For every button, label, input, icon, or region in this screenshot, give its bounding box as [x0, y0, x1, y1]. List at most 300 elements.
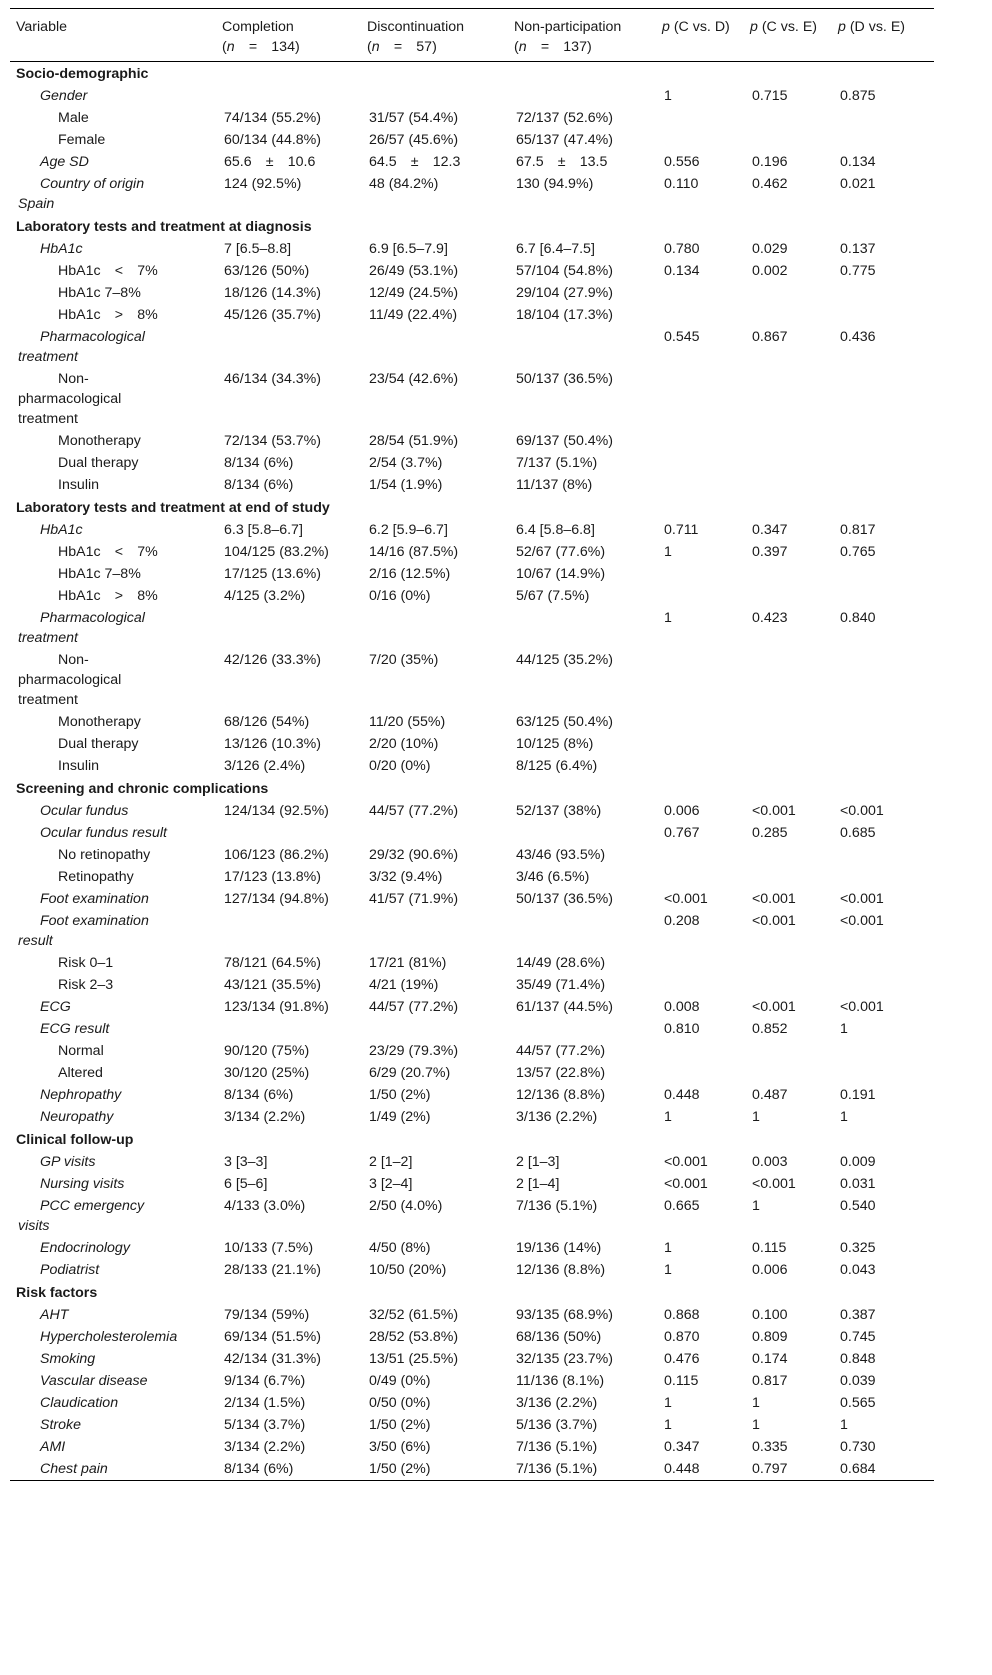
nonparticipation-cell: 52/67 (77.6%)	[516, 544, 606, 560]
p-c-vs-d-cell	[656, 952, 744, 974]
completion-cell: 3 [3–3]	[224, 1154, 268, 1170]
nonparticipation-cell: 11/136 (8.1%)	[516, 1373, 605, 1389]
completion-cell: 2/134 (1.5%)	[224, 1395, 306, 1411]
table-row	[10, 974, 934, 996]
section-title: Clinical follow-up	[16, 1132, 134, 1148]
p-c-vs-d-cell: 0.448	[664, 1087, 700, 1103]
variable-label-line: Monotherapy	[58, 714, 141, 730]
section-title: Laboratory tests and treatment at end of study	[16, 500, 330, 516]
p-c-vs-d-cell	[656, 474, 744, 496]
p-c-vs-d-cell: 0.767	[664, 825, 700, 841]
completion-cell: 6 [5–6]	[224, 1176, 268, 1192]
variable-label	[10, 474, 216, 496]
completion-cell: 42/134 (31.3%)	[224, 1351, 322, 1367]
completion-cell: 43/121 (35.5%)	[224, 977, 322, 993]
p-c-vs-e-cell: 0.487	[752, 1087, 788, 1103]
nonparticipation-cell: 5/67 (7.5%)	[516, 588, 590, 604]
p-d-vs-e-cell	[832, 711, 934, 733]
table-row	[10, 800, 934, 822]
p-d-vs-e-cell	[832, 452, 934, 474]
table-header	[10, 9, 934, 62]
nonparticipation-cell: 7/137 (5.1%)	[516, 455, 598, 471]
p-d-vs-e-cell	[832, 1062, 934, 1084]
discontinuation-cell: 12/49 (24.5%)	[369, 285, 459, 301]
p-d-vs-e-cell	[832, 755, 934, 777]
variable-label-line: GP visits	[40, 1154, 96, 1170]
variable-label	[10, 1436, 216, 1458]
variable-label-line: Country of origin	[40, 176, 145, 192]
variable-label-line: Retinopathy	[58, 869, 134, 885]
p-c-vs-e-cell	[744, 755, 832, 777]
table-row	[10, 260, 934, 282]
completion-cell: 5/134 (3.7%)	[224, 1417, 306, 1433]
section-header-row	[10, 62, 934, 86]
p-d-vs-e-cell	[832, 304, 934, 326]
completion-cell	[216, 326, 361, 368]
completion-cell: 63/126 (50%)	[224, 263, 310, 279]
variable-label-line: Pharmacological	[40, 610, 145, 626]
variable-label-line: HbA1c < 7%	[58, 263, 158, 279]
completion-cell	[216, 1018, 361, 1040]
discontinuation-cell: 7/20 (35%)	[369, 652, 439, 668]
variable-label	[10, 649, 216, 711]
p-c-vs-d-cell	[656, 107, 744, 129]
variable-label-line: treatment	[18, 630, 78, 646]
variable-label	[10, 585, 216, 607]
table-row	[10, 1304, 934, 1326]
p-c-vs-e-cell	[744, 866, 832, 888]
p-d-vs-e-cell	[832, 649, 934, 711]
variable-label	[10, 866, 216, 888]
p-c-vs-e-cell	[744, 1062, 832, 1084]
discontinuation-cell: 26/57 (45.6%)	[369, 132, 459, 148]
variable-label-line: Ocular fundus	[40, 803, 129, 819]
completion-cell: 3/126 (2.4%)	[224, 758, 306, 774]
table-row	[10, 1195, 934, 1237]
discontinuation-cell: 2/54 (3.7%)	[369, 455, 443, 471]
p-c-vs-d-cell: 0.665	[664, 1198, 700, 1214]
p-c-vs-d-cell	[656, 304, 744, 326]
completion-cell: 46/134 (34.3%)	[224, 371, 322, 387]
p-c-vs-d-cell: 1	[664, 1109, 672, 1125]
variable-label-line: Dual therapy	[58, 455, 139, 471]
discontinuation-cell	[361, 822, 508, 844]
nonparticipation-cell: 14/49 (28.6%)	[516, 955, 606, 971]
variable-label	[10, 1392, 216, 1414]
completion-cell: 9/134 (6.7%)	[224, 1373, 306, 1389]
nonparticipation-cell: 3/136 (2.2%)	[516, 1109, 598, 1125]
header-p-c-vs-d: p (C vs. D)	[662, 19, 730, 35]
p-c-vs-d-cell: 0.868	[664, 1307, 700, 1323]
variable-label	[10, 85, 216, 107]
discontinuation-cell: 17/21 (81%)	[369, 955, 447, 971]
table-row	[10, 1084, 934, 1106]
variable-label-line: Chest pain	[40, 1461, 108, 1477]
table-row	[10, 844, 934, 866]
completion-cell: 69/134 (51.5%)	[224, 1329, 322, 1345]
variable-label	[10, 238, 216, 260]
p-d-vs-e-cell	[832, 430, 934, 452]
variable-label-line: treatment	[18, 692, 78, 708]
p-c-vs-e-cell: 0.797	[752, 1461, 788, 1477]
variable-label	[10, 952, 216, 974]
nonparticipation-cell: 50/137 (36.5%)	[516, 891, 614, 907]
p-c-vs-e-cell: 0.196	[752, 154, 788, 170]
completion-cell: 18/126 (14.3%)	[224, 285, 322, 301]
p-d-vs-e-cell: 0.021	[840, 176, 876, 192]
p-c-vs-e-cell: 0.817	[752, 1373, 788, 1389]
table-row	[10, 711, 934, 733]
variable-label-line: HbA1c	[40, 241, 83, 257]
p-d-vs-e-cell: 0.775	[840, 263, 876, 279]
p-d-vs-e-cell	[832, 107, 934, 129]
discontinuation-cell: 31/57 (54.4%)	[369, 110, 459, 126]
nonparticipation-cell: 52/137 (38%)	[516, 803, 602, 819]
nonparticipation-cell: 10/125 (8%)	[516, 736, 594, 752]
p-d-vs-e-cell	[832, 282, 934, 304]
p-c-vs-e-cell	[744, 304, 832, 326]
p-c-vs-e-cell: 0.003	[752, 1154, 788, 1170]
p-c-vs-d-cell: 1	[664, 610, 672, 626]
section-header-row	[10, 1128, 934, 1151]
variable-label	[10, 304, 216, 326]
variable-label-line: treatment	[18, 349, 78, 365]
p-c-vs-e-cell	[744, 711, 832, 733]
nonparticipation-cell	[508, 910, 656, 952]
nonparticipation-cell: 2 [1–3]	[516, 1154, 560, 1170]
p-c-vs-e-cell	[744, 585, 832, 607]
p-c-vs-d-cell: 0.008	[664, 999, 700, 1015]
nonparticipation-cell	[508, 607, 656, 649]
nonparticipation-cell: 72/137 (52.6%)	[516, 110, 614, 126]
variable-label-line: Spain	[18, 196, 55, 212]
nonparticipation-cell: 6.4 [5.8–6.8]	[516, 522, 595, 538]
completion-cell: 74/134 (55.2%)	[224, 110, 322, 126]
p-c-vs-e-cell	[744, 733, 832, 755]
discontinuation-cell: 23/54 (42.6%)	[369, 371, 459, 387]
nonparticipation-cell: 44/125 (35.2%)	[516, 652, 614, 668]
section-header-row	[10, 1281, 934, 1304]
variable-label	[10, 1151, 216, 1173]
p-c-vs-d-cell: <0.001	[664, 1154, 708, 1170]
variable-label	[10, 996, 216, 1018]
p-c-vs-e-cell: 0.002	[752, 263, 788, 279]
variable-label-line: Smoking	[40, 1351, 96, 1367]
p-d-vs-e-cell: 0.875	[840, 88, 876, 104]
p-d-vs-e-cell: 1	[840, 1109, 848, 1125]
p-c-vs-e-cell: 0.852	[752, 1021, 788, 1037]
discontinuation-cell: 11/49 (22.4%)	[369, 307, 458, 323]
p-d-vs-e-cell	[832, 563, 934, 585]
p-c-vs-e-cell: 0.809	[752, 1329, 788, 1345]
variable-label-line: Claudication	[40, 1395, 119, 1411]
table-row	[10, 1173, 934, 1195]
section-header-row	[10, 777, 934, 800]
variable-label	[10, 563, 216, 585]
header-p-c-vs-e: p (C vs. E)	[750, 19, 818, 35]
variable-label	[10, 173, 216, 215]
variable-label	[10, 800, 216, 822]
table-row	[10, 996, 934, 1018]
nonparticipation-cell: 50/137 (36.5%)	[516, 371, 614, 387]
variable-label-line: HbA1c > 8%	[58, 307, 158, 323]
variable-label-line: Foot examination	[40, 913, 149, 929]
table-row	[10, 1370, 934, 1392]
p-c-vs-d-cell: 0.006	[664, 803, 700, 819]
variable-label	[10, 326, 216, 368]
header-completion: Completion (n = 134)	[222, 19, 300, 55]
discontinuation-cell: 11/20 (55%)	[369, 714, 446, 730]
nonparticipation-cell: 57/104 (54.8%)	[516, 263, 614, 279]
variable-label	[10, 541, 216, 563]
p-d-vs-e-cell: <0.001	[840, 999, 884, 1015]
variable-label-line: Risk 0–1	[58, 955, 114, 971]
discontinuation-cell: 1/50 (2%)	[369, 1417, 431, 1433]
variable-label	[10, 910, 216, 952]
p-c-vs-e-cell: <0.001	[752, 803, 796, 819]
p-c-vs-e-cell	[744, 474, 832, 496]
table-row	[10, 430, 934, 452]
completion-cell: 127/134 (94.8%)	[224, 891, 329, 907]
variable-label-line: AMI	[40, 1439, 66, 1455]
table-row	[10, 282, 934, 304]
nonparticipation-cell: 10/67 (14.9%)	[516, 566, 606, 582]
nonparticipation-cell: 12/136 (8.8%)	[516, 1262, 606, 1278]
p-d-vs-e-cell	[832, 733, 934, 755]
p-c-vs-e-cell: 0.100	[752, 1307, 788, 1323]
discontinuation-cell: 0/20 (0%)	[369, 758, 431, 774]
p-c-vs-e-cell: 1	[752, 1198, 760, 1214]
completion-cell: 7 [6.5–8.8]	[224, 241, 292, 257]
table-row	[10, 1151, 934, 1173]
completion-cell: 10/133 (7.5%)	[224, 1240, 314, 1256]
nonparticipation-cell: 32/135 (23.7%)	[516, 1351, 614, 1367]
variable-label	[10, 129, 216, 151]
p-c-vs-e-cell: 0.285	[752, 825, 788, 841]
variable-label	[10, 755, 216, 777]
table-row	[10, 129, 934, 151]
p-d-vs-e-cell: 1	[840, 1417, 848, 1433]
discontinuation-cell: 6.2 [5.9–6.7]	[369, 522, 448, 538]
variable-label	[10, 282, 216, 304]
p-d-vs-e-cell	[832, 866, 934, 888]
discontinuation-cell	[361, 910, 508, 952]
nonparticipation-cell: 44/57 (77.2%)	[516, 1043, 606, 1059]
p-c-vs-d-cell: 0.208	[664, 913, 700, 929]
table-row	[10, 888, 934, 910]
discontinuation-cell: 1/49 (2%)	[369, 1109, 431, 1125]
p-d-vs-e-cell: 0.436	[840, 329, 876, 345]
nonparticipation-cell: 19/136 (14%)	[516, 1240, 602, 1256]
table-row	[10, 1348, 934, 1370]
table-row	[10, 541, 934, 563]
table-body	[10, 62, 934, 1481]
completion-cell: 4/125 (3.2%)	[224, 588, 306, 604]
p-d-vs-e-cell	[832, 129, 934, 151]
nonparticipation-cell	[508, 822, 656, 844]
completion-cell: 60/134 (44.8%)	[224, 132, 322, 148]
variable-label-line: Neuropathy	[40, 1109, 114, 1125]
table-row	[10, 107, 934, 129]
p-d-vs-e-cell: 0.840	[840, 610, 876, 626]
p-c-vs-d-cell	[656, 649, 744, 711]
p-c-vs-d-cell	[656, 368, 744, 430]
section-title: Socio-demographic	[16, 66, 149, 82]
p-c-vs-e-cell: <0.001	[752, 913, 796, 929]
p-c-vs-d-cell	[656, 430, 744, 452]
discontinuation-cell: 26/49 (53.1%)	[369, 263, 459, 279]
nonparticipation-cell: 69/137 (50.4%)	[516, 433, 614, 449]
p-c-vs-e-cell: 0.397	[752, 544, 788, 560]
p-c-vs-e-cell: 0.006	[752, 1262, 788, 1278]
variable-label	[10, 1370, 216, 1392]
discontinuation-cell: 2 [1–2]	[369, 1154, 413, 1170]
table-row	[10, 1414, 934, 1436]
table-row	[10, 368, 934, 430]
p-d-vs-e-cell	[832, 1040, 934, 1062]
p-d-vs-e-cell: 0.191	[840, 1087, 876, 1103]
p-c-vs-e-cell: 1	[752, 1417, 760, 1433]
nonparticipation-cell: 7/136 (5.1%)	[516, 1198, 598, 1214]
nonparticipation-cell: 7/136 (5.1%)	[516, 1461, 598, 1477]
discontinuation-cell: 10/50 (20%)	[369, 1262, 447, 1278]
p-c-vs-e-cell	[744, 452, 832, 474]
nonparticipation-cell: 67.5 ± 13.5	[516, 154, 608, 170]
table-row	[10, 563, 934, 585]
completion-cell	[216, 607, 361, 649]
table-row	[10, 519, 934, 541]
p-d-vs-e-cell: 0.043	[840, 1262, 876, 1278]
p-c-vs-d-cell	[656, 452, 744, 474]
variable-label-line: Insulin	[58, 477, 100, 493]
p-c-vs-d-cell: 0.810	[664, 1021, 700, 1037]
variable-label	[10, 1348, 216, 1370]
completion-cell: 8/134 (6%)	[224, 1461, 294, 1477]
discontinuation-cell: 14/16 (87.5%)	[369, 544, 459, 560]
variable-label	[10, 888, 216, 910]
p-d-vs-e-cell: 1	[840, 1021, 848, 1037]
discontinuation-cell	[361, 607, 508, 649]
completion-cell: 6.3 [5.8–6.7]	[224, 522, 303, 538]
section-title: Screening and chronic complications	[16, 781, 269, 797]
discontinuation-cell: 1/50 (2%)	[369, 1461, 431, 1477]
discontinuation-cell: 2/16 (12.5%)	[369, 566, 451, 582]
p-d-vs-e-cell: 0.031	[840, 1176, 876, 1192]
p-c-vs-d-cell	[656, 755, 744, 777]
p-c-vs-e-cell: <0.001	[752, 1176, 796, 1192]
completion-cell: 65.6 ± 10.6	[224, 154, 316, 170]
p-c-vs-e-cell	[744, 129, 832, 151]
nonparticipation-cell: 6.7 [6.4–7.5]	[516, 241, 595, 257]
variable-label	[10, 1237, 216, 1259]
variable-label	[10, 822, 216, 844]
p-d-vs-e-cell: 0.685	[840, 825, 876, 841]
p-d-vs-e-cell	[832, 585, 934, 607]
nonparticipation-cell	[508, 85, 656, 107]
variable-label-line: Stroke	[40, 1417, 82, 1433]
p-c-vs-d-cell: <0.001	[664, 1176, 708, 1192]
nonparticipation-cell	[508, 1018, 656, 1040]
p-c-vs-d-cell: 0.476	[664, 1351, 700, 1367]
discontinuation-cell: 4/21 (19%)	[369, 977, 439, 993]
variable-label-line: PCC emergency	[40, 1198, 145, 1214]
table-row	[10, 866, 934, 888]
nonparticipation-cell: 63/125 (50.4%)	[516, 714, 614, 730]
variable-label	[10, 1173, 216, 1195]
variable-label-line: AHT	[40, 1307, 69, 1323]
variable-label-line: HbA1c > 8%	[58, 588, 158, 604]
table-row	[10, 1259, 934, 1281]
completion-cell	[216, 822, 361, 844]
discontinuation-cell: 41/57 (71.9%)	[369, 891, 459, 907]
variable-label-line: HbA1c 7–8%	[58, 566, 141, 582]
table-row	[10, 326, 934, 368]
completion-cell: 124/134 (92.5%)	[224, 803, 329, 819]
p-d-vs-e-cell	[832, 974, 934, 996]
nonparticipation-cell: 35/49 (71.4%)	[516, 977, 606, 993]
p-c-vs-d-cell	[656, 711, 744, 733]
nonparticipation-cell: 3/136 (2.2%)	[516, 1395, 598, 1411]
nonparticipation-cell: 29/104 (27.9%)	[516, 285, 614, 301]
table-row	[10, 85, 934, 107]
completion-cell: 68/126 (54%)	[224, 714, 310, 730]
p-c-vs-e-cell	[744, 430, 832, 452]
variable-label	[10, 260, 216, 282]
variable-label-line: Pharmacological	[40, 329, 145, 345]
variable-label-line: Gender	[40, 88, 88, 104]
p-c-vs-d-cell: 1	[664, 88, 672, 104]
variable-label	[10, 1018, 216, 1040]
completion-cell	[216, 910, 361, 952]
p-c-vs-e-cell: 0.029	[752, 241, 788, 257]
discontinuation-cell: 44/57 (77.2%)	[369, 803, 459, 819]
completion-cell: 8/134 (6%)	[224, 455, 294, 471]
variable-label	[10, 844, 216, 866]
variable-label	[10, 1458, 216, 1481]
variable-label	[10, 430, 216, 452]
nonparticipation-cell: 65/137 (47.4%)	[516, 132, 614, 148]
variable-label-line: Age SD	[40, 154, 89, 170]
variable-label-line: Non-	[58, 652, 89, 668]
header-row	[10, 9, 934, 62]
p-c-vs-d-cell: 0.870	[664, 1329, 700, 1345]
p-d-vs-e-cell: 0.039	[840, 1373, 876, 1389]
discontinuation-cell: 3/32 (9.4%)	[369, 869, 443, 885]
table-row	[10, 1040, 934, 1062]
variable-label-line: Monotherapy	[58, 433, 141, 449]
table-row	[10, 1392, 934, 1414]
p-c-vs-e-cell: 0.867	[752, 329, 788, 345]
p-c-vs-e-cell: 0.423	[752, 610, 788, 626]
variable-label-line: pharmacological	[18, 672, 122, 688]
p-c-vs-e-cell: <0.001	[752, 999, 796, 1015]
p-c-vs-d-cell: 0.347	[664, 1439, 700, 1455]
variable-label	[10, 452, 216, 474]
nonparticipation-cell: 12/136 (8.8%)	[516, 1087, 606, 1103]
table-row	[10, 151, 934, 173]
discontinuation-cell: 1/54 (1.9%)	[369, 477, 443, 493]
p-c-vs-d-cell	[656, 129, 744, 151]
discontinuation-cell	[361, 326, 508, 368]
nonparticipation-cell: 3/46 (6.5%)	[516, 869, 590, 885]
p-d-vs-e-cell: 0.730	[840, 1439, 876, 1455]
completion-cell: 45/126 (35.7%)	[224, 307, 322, 323]
section-header-row	[10, 496, 934, 519]
completion-cell: 17/125 (13.6%)	[224, 566, 322, 582]
table-row	[10, 1436, 934, 1458]
table-row	[10, 952, 934, 974]
table-row	[10, 755, 934, 777]
